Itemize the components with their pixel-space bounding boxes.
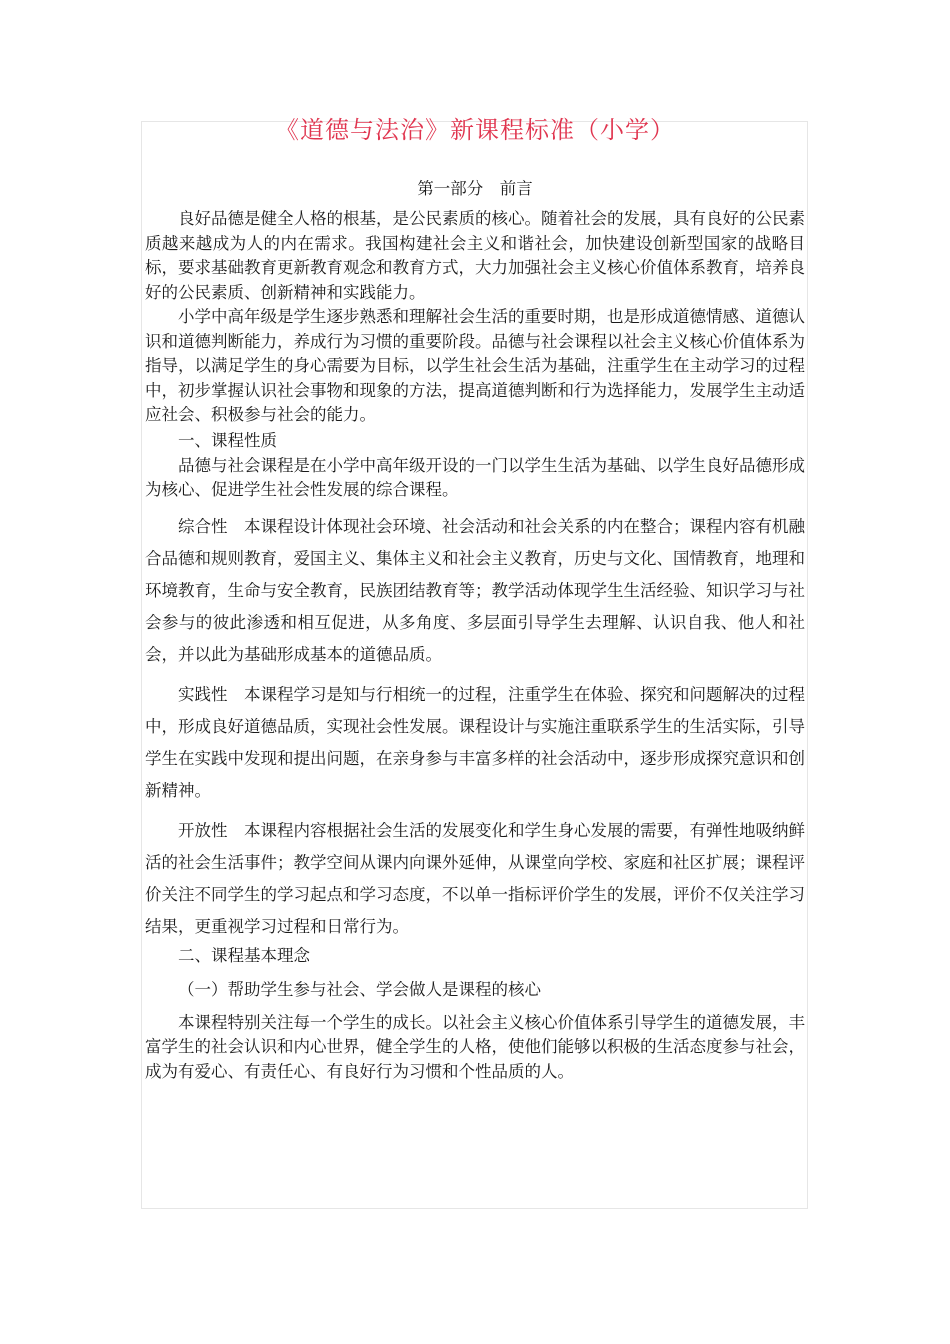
shijianxing-paragraph: 实践性 本课程学习是知与行相统一的过程，注重学生在体验、探究和问题解决的过程中，形成良好道德品质，实现社会性发展。课程设计与实施注重联系学生的生活实际，引导学生在实践中发现和提出问题，在亲身参与丰富多样的社会活动中，逐步形成探究意识和创新精神。 (145, 684, 805, 800)
subsection-1-paragraph: 本课程特别关注每一个学生的成长。以社会主义核心价值体系引导学生的道德发展，丰富学生的社会认识和内心世界，健全学生的人格，使他们能够以积极的生活态度参与社会，成为有爱心、有责任心、有良好行为习惯和个性品质的人。 (145, 1012, 805, 1081)
intro-paragraph-1: 良好品德是健全人格的根基，是公民素质的核心。随着社会的发展，具有良好的公民素质越来越成为人的内在需求。我国构建社会主义和谐社会，加快建设创新型国家的战略目标，要求基础教育更新教育观念和教育方式，大力加强社会主义核心价值体系教育，培养良好的公民素质、创新精神和实践能力。 (145, 209, 805, 302)
document-title: 《道德与法治》新课程标准（小学） (275, 116, 675, 144)
section-1-heading: 一、课程性质 (178, 430, 277, 450)
part-heading: 第一部分 前言 (417, 179, 533, 198)
section-1-paragraph: 品德与社会课程是在小学中高年级开设的一门以学生生活为基础、以学生良好品德形成为核心、促进学生社会性发展的综合课程。 (145, 455, 805, 499)
zonghexing-paragraph: 综合性 本课程设计体现社会环境、社会活动和社会关系的内在整合；课程内容有机融合品德和规则教育，爱国主义、集体主义和社会主义教育，历史与文化、国情教育，地理和环境教育，生命与安全教育，民族团结教育等；教学活动体现学生生活经验、知识学习与社会参与的彼此渗透和相互促进，从多角度、多层面引导学生去理解、认识自我、他人和社会，并以此为基础形成基本的道德品质。 (145, 516, 805, 664)
intro-paragraph-2: 小学中高年级是学生逐步熟悉和理解社会生活的重要时期，也是形成道德情感、道德认识和道德判断能力，养成行为习惯的重要阶段。品德与社会课程以社会主义核心价值体系为指导，以满足学生的身心需要为目标，以学生社会生活为基础，注重学生在主动学习的过程中，初步掌握认识社会事物和现象的方法，提高道德判断和行为选择能力，发展学生主动适应社会、积极参与社会的能力。 (145, 307, 805, 424)
document-body (145, 175, 805, 1084)
section-2-heading: 二、课程基本理念 (178, 945, 310, 965)
subsection-1-heading: （一）帮助学生参与社会、学会做人是课程的核心 (178, 979, 541, 999)
kaifangxing-paragraph: 开放性 本课程内容根据社会生活的发展变化和学生身心发展的需要，有弹性地吸纳鲜活的社会生活事件；教学空间从课内向课外延伸，从课堂向学校、家庭和社区扩展；课程评价关注不同学生的学习起点和学习态度，不以单一指标评价学生的发展，评价不仅关注学习结果，更重视学习过程和日常行为。 (145, 820, 805, 936)
